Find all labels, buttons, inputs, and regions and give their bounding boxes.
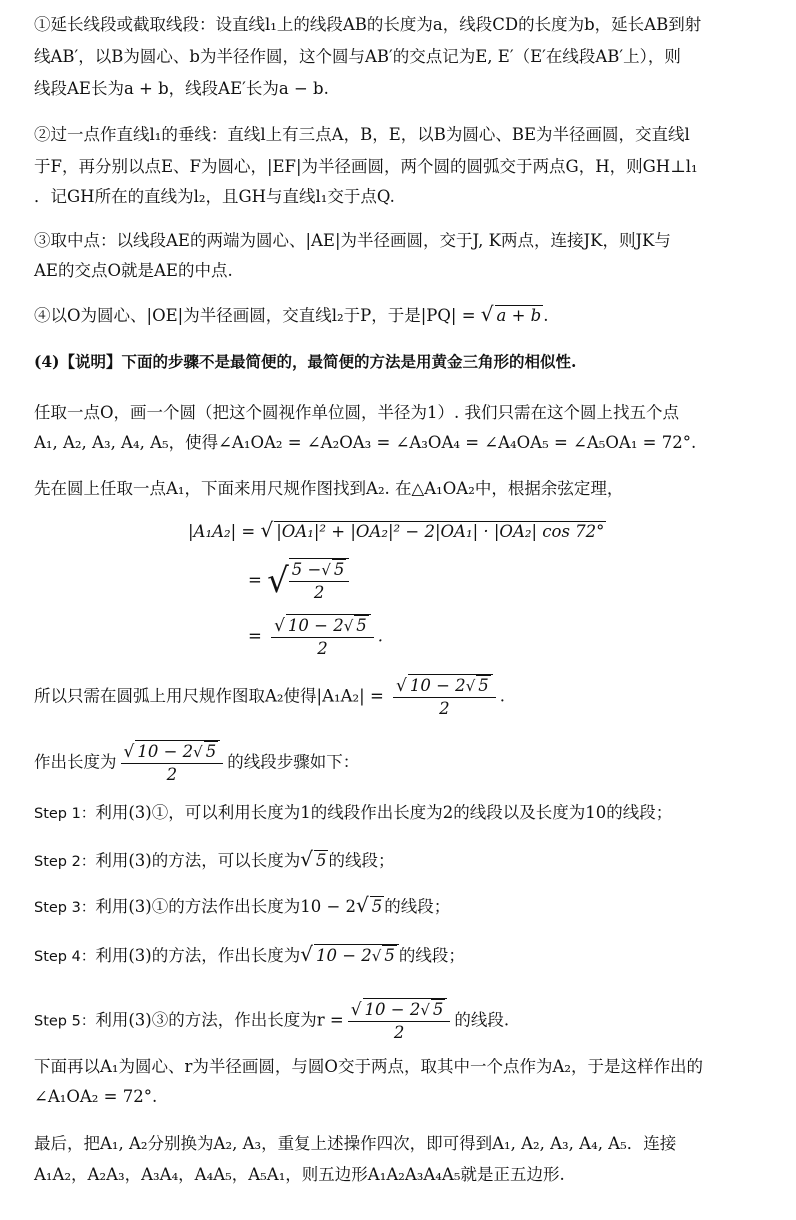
step-4-rad-b: 5 [384,946,395,965]
sqrt-symbol: √ [300,942,313,966]
note-heading: (4)【说明】下面的步骤不是最简便的，最简便的方法是用黄金三角形的相似性. [34,352,577,371]
para2-line3: ．记GH所在的直线为l₂，且GH与直线l₁交于点Q. [34,187,395,206]
step-5-num-a: 10 − 2 [364,1000,421,1019]
sqrt-symbol: √ [300,847,313,871]
sqrt-symbol: √ [260,518,274,542]
step-5-num-b: 5 [432,1000,444,1019]
sqrt-symbol: √ [396,676,407,696]
para10-line1: 最后，把A₁, A₂分别换为A₂, A₃，重复上述操作四次，即可得到A₁, A₂, A₃, A₄, A₅．连接 [34,1134,677,1153]
step-5-frac [348,998,451,1044]
eq-eq2: = [248,570,262,590]
para3-line2: AE的交点O就是AE的中点. [34,261,233,280]
para7-num-a: 10 − 2 [409,676,466,695]
eq-lhs: |A₁A₂| = [188,522,256,541]
para1-line3: 线段AE长为a + b，线段AE′长为a − b. [34,79,329,98]
sqrt-symbol: √ [123,742,135,762]
step-3-text: 利用(3)①的方法作出长度为10 − 2 [95,897,357,916]
step-3 [34,889,778,925]
para9-line2: ∠A₁OA₂ = 72°. [34,1087,158,1106]
sqrt-symbol: √ [480,302,494,326]
step-1-text: 利用(3)①，可以利用长度为1的线段作出长度为2的线段以及长度为10的线段； [95,803,673,822]
para7-text: 所以只需在圆弧上用尺规作图取A₂使得|A₁A₂| = [34,686,384,706]
para9-line1: 下面再以A₁为圆心、r为半径画圆，与圆O交于两点，取其中一个点作为A₂，于是这样作出的 [34,1057,703,1076]
sqrt-symbol: √ [420,1001,430,1019]
step-4-rad-a: 10 − 2 [315,946,372,965]
eq-r3num-a: 10 − 2 [287,616,344,635]
step-4-label: Step 4： [34,949,96,965]
step-2-end: 的线段； [328,851,395,870]
step-2-text: 利用(3)的方法，可以长度为 [95,851,301,870]
eq-r3-frac [271,614,374,660]
step-3-end: 的线段； [384,897,451,916]
step-1 [34,796,778,831]
para8-pre: 作出长度为 [34,752,117,772]
eq-r2num-a: 5 − [291,560,322,579]
eq-row2 [248,558,778,604]
step-4 [34,938,778,974]
para5-line1: 任取一点O，画一个圆（把这个圆视作单位圆，半径为1）. 我们只需在这个圆上找五个点 [34,403,680,422]
para7 [34,674,778,720]
sqrt-symbol: √ [267,560,289,601]
para1-line2: 线AB′，以B为圆心、b为半径作圆，这个圆与AB′的交点记为E, E′（E′在线段AB′上），则 [34,47,681,66]
sqrt-symbol: √ [371,947,382,965]
step-3-rad: 5 [371,897,383,916]
para4-radicand: a + b [496,306,542,325]
para4 [34,298,778,332]
para4-text: ④以O为圆心、|OE|为半径画圆，交直线l₂于P，于是|PQ| = [34,306,476,325]
sqrt-symbol: √ [274,616,285,636]
eq-r3end: . [377,626,384,646]
para4-end: . [543,306,549,325]
para5-line2: A₁, A₂, A₃, A₄, A₅，使得∠A₁OA₂ = ∠A₂OA₃ = ∠A₃OA₄ = ∠A₄OA₅ = ∠A₅OA₁ = 72°. [34,433,697,452]
step-4-end: 的线段； [398,946,465,965]
para7-frac [393,674,496,720]
step-5-text: 利用(3)③的方法，作出长度为r = [95,1010,344,1030]
para8-num-a: 10 − 2 [137,742,194,761]
sqrt-symbol: √ [193,743,203,761]
eq-row1 [188,514,778,548]
para3-line1: ③取中点：以线段AE的两端为圆心、|AE|为半径画圆，交于J, K两点，连接JK，则JK与 [34,231,671,250]
step-1-label: Step 1： [34,806,96,822]
para2-line1: ②过一点作直线l₁的垂线：直线l上有三点A，B，E，以B为圆心、BE为半径画圆，交直线l [34,125,690,144]
eq-r1: |OA₁|² + |OA₂|² − 2|OA₁| · |OA₂| cos 72° [276,522,605,541]
eq-r3den: 2 [317,639,328,658]
step-4-text: 利用(3)的方法，作出长度为 [95,946,301,965]
para8-den: 2 [166,765,178,784]
sqrt-symbol: √ [356,893,369,917]
para8-frac [121,740,224,786]
step-3-label: Step 3： [34,900,96,916]
para8-post: 的线段步骤如下： [227,752,360,772]
step-2-label: Step 2： [34,854,96,870]
eq-row3 [248,614,778,660]
sqrt-symbol: √ [350,1000,362,1020]
para8-num-b: 5 [205,742,217,761]
para7-end: . [499,686,505,706]
eq-r2num-b: 5 [333,560,345,579]
para7-den: 2 [439,699,450,718]
eq-r2-frac [289,558,350,604]
para7-num-b: 5 [478,676,489,695]
para2-line2: 于F，再分别以点E、F为圆心，|EF|为半径画圆，两个圆的圆弧交于两点G，H，则GH⊥l₁ [34,157,698,176]
step-5-label: Step 5： [34,1013,96,1030]
eq-r2den: 2 [313,583,325,602]
eq-eq3: = [248,626,262,646]
para8 [34,740,778,786]
step-2-rad: 5 [315,851,327,870]
step-5 [34,998,778,1044]
step-2 [34,843,778,879]
eq-r3num-b: 5 [356,616,367,635]
sqrt-symbol: √ [465,677,476,695]
para1-line1: ①延长线段或截取线段：设直线l₁上的线段AB的长度为a，线段CD的长度为b，延长AB到射 [34,15,702,34]
step-5-den: 2 [393,1023,405,1042]
sqrt-symbol: √ [343,617,354,635]
para10-line2: A₁A₂，A₂A₃，A₃A₄，A₄A₅，A₅A₁，则五边形A₁A₂A₃A₄A₅就是正五边形. [34,1165,565,1184]
sqrt-symbol: √ [321,561,331,579]
para6: 先在圆上任取一点A₁，下面来用尺规作图找到A₂. 在△A₁OA₂中，根据余弦定理， [34,479,624,498]
step-5-end: 的线段. [454,1010,510,1030]
